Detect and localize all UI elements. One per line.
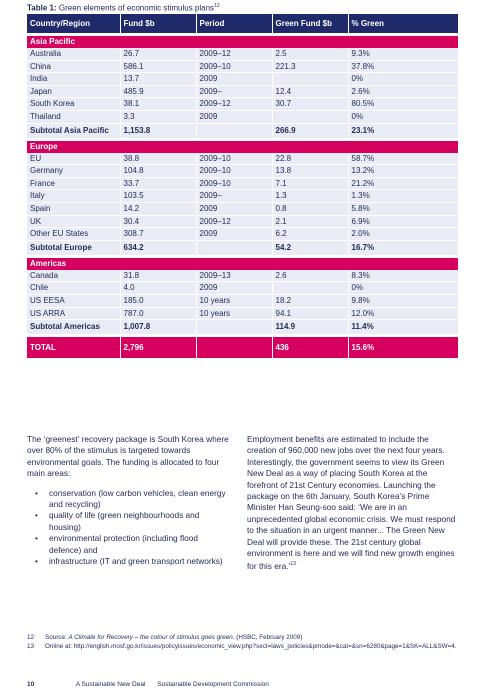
cell-country: Subtotal Europe — [27, 240, 120, 255]
cell-percent-green: 23.1% — [348, 123, 458, 138]
cell-period: 2009–12 — [196, 215, 272, 228]
cell-green-fund: 13.8 — [272, 165, 348, 178]
cell-percent-green: 9.8% — [348, 294, 458, 307]
cell-fund: 3.3 — [120, 110, 196, 123]
footer-org: Sustainable Development Commission — [157, 681, 269, 688]
cell-country: US EESA — [27, 294, 120, 307]
cell-green-fund: 436 — [272, 337, 348, 358]
cell-percent-green: 2.0% — [348, 228, 458, 241]
table-row — [27, 48, 458, 60]
bullet-icon: • — [35, 487, 38, 498]
cell-period: 2009 — [196, 73, 272, 86]
cell-country: India — [27, 73, 120, 86]
cell-fund: 30.4 — [120, 215, 196, 228]
cell-period: 2009–12 — [196, 48, 272, 60]
footer-title: A Sustainable New Deal — [75, 681, 146, 688]
cell-period: 2009–13 — [196, 270, 272, 282]
cell-green-fund: 6.2 — [272, 228, 348, 241]
bullet-icon: • — [35, 510, 38, 521]
bullet-icon: • — [35, 556, 38, 567]
region-header-row — [27, 36, 458, 48]
cell-period: 2009 — [196, 202, 272, 215]
cell-percent-green: 0% — [348, 73, 458, 86]
cell-green-fund: 54.2 — [272, 240, 348, 255]
caption-label: Table 1: — [27, 3, 57, 13]
cell-percent-green: 0% — [348, 282, 458, 295]
cell-country: Other EU States — [27, 228, 120, 241]
region-name: Europe — [27, 141, 458, 153]
table-row — [27, 110, 458, 123]
caption-ref: 12 — [214, 3, 220, 9]
cell-green-fund: 18.2 — [272, 294, 348, 307]
table-row — [27, 190, 458, 203]
cell-green-fund: 266.9 — [272, 123, 348, 138]
cell-green-fund: 7.1 — [272, 177, 348, 190]
cell-green-fund: 2.1 — [272, 215, 348, 228]
cell-percent-green: 13.2% — [348, 165, 458, 178]
table-row — [27, 228, 458, 241]
cell-country: Subtotal Asia Pacific — [27, 123, 120, 138]
region-name: Asia Pacific — [27, 36, 458, 48]
left-intro: The ‘greenest’ recovery package is South Korea where over 80% of the stimulus is targeted towards environmental goals. The funding is allocated to four main areas: — [27, 434, 229, 479]
bullet-icon: • — [35, 533, 38, 544]
cell-percent-green: 12.0% — [348, 307, 458, 320]
footnote-12: 12 Source: A Climate for Recovery – the colour of stimulus goes green. (HSBC, February 2009) — [27, 634, 303, 641]
cell-period: 2009–10 — [196, 153, 272, 165]
cell-period: 2009– — [196, 85, 272, 98]
cell-green-fund: 22.8 — [272, 153, 348, 165]
subtotal-row — [27, 320, 458, 335]
cell-fund: 185.0 — [120, 294, 196, 307]
cell-green-fund — [272, 110, 348, 123]
cell-period: 2009–10 — [196, 165, 272, 178]
cell-country: Thailand — [27, 110, 120, 123]
cell-green-fund: 2.6 — [272, 270, 348, 282]
cell-period — [196, 320, 272, 335]
table-row — [27, 282, 458, 295]
cell-period: 2009–10 — [196, 60, 272, 73]
cell-fund: 634.2 — [120, 240, 196, 255]
right-ref: 13 — [290, 561, 296, 568]
cell-green-fund: 221.3 — [272, 60, 348, 73]
cell-green-fund: 1.3 — [272, 190, 348, 203]
cell-fund: 1,153.8 — [120, 123, 196, 138]
cell-fund: 38.8 — [120, 153, 196, 165]
cell-country: Japan — [27, 85, 120, 98]
cell-country: Australia — [27, 48, 120, 60]
list-item: • infrastructure (IT and green transport networks) — [35, 556, 223, 567]
cell-fund: 485.9 — [120, 85, 196, 98]
region-name: Americas — [27, 258, 458, 270]
header-country: Country/Region — [27, 14, 120, 33]
stimulus-table — [27, 14, 459, 358]
table-row — [27, 73, 458, 86]
table-row — [27, 177, 458, 190]
cell-period: 2009 — [196, 110, 272, 123]
header-fund: Fund $b — [120, 14, 196, 33]
table-row — [27, 165, 458, 178]
table-row — [27, 215, 458, 228]
cell-green-fund — [272, 73, 348, 86]
cell-fund: 13.7 — [120, 73, 196, 86]
cell-period — [196, 337, 272, 358]
allocation-list — [27, 488, 232, 568]
right-column — [247, 434, 459, 573]
cell-period — [196, 123, 272, 138]
cell-country: France — [27, 177, 120, 190]
cell-percent-green: 15.6% — [348, 337, 458, 358]
cell-fund: 104.8 — [120, 165, 196, 178]
cell-period — [196, 240, 272, 255]
list-item: • quality of life (green neighbourhoods and housing) — [35, 510, 200, 532]
table-row — [27, 307, 458, 320]
table-row — [27, 85, 458, 98]
cell-fund: 1,007.8 — [120, 320, 196, 335]
header-percent-green: % Green — [348, 14, 458, 33]
cell-green-fund: 12.4 — [272, 85, 348, 98]
region-header-row — [27, 141, 458, 153]
cell-percent-green: 1.3% — [348, 190, 458, 203]
cell-country: China — [27, 60, 120, 73]
cell-fund: 787.0 — [120, 307, 196, 320]
subtotal-row — [27, 123, 458, 138]
footnotes — [27, 634, 467, 651]
cell-fund: 586.1 — [120, 60, 196, 73]
cell-fund: 38.1 — [120, 98, 196, 111]
cell-period: 10 years — [196, 294, 272, 307]
cell-country: EU — [27, 153, 120, 165]
cell-country: South Korea — [27, 98, 120, 111]
header-period: Period — [196, 14, 272, 33]
cell-fund: 14.2 — [120, 202, 196, 215]
cell-percent-green: 8.3% — [348, 270, 458, 282]
cell-country: Germany — [27, 165, 120, 178]
table-row — [27, 60, 458, 73]
cell-period: 2009 — [196, 228, 272, 241]
cell-country: US ARRA — [27, 307, 120, 320]
region-header-row — [27, 258, 458, 270]
page-footer — [27, 681, 269, 688]
caption-text: Green elements of economic stimulus plans — [58, 3, 215, 13]
cell-fund: 2,796 — [120, 337, 196, 358]
left-column — [27, 434, 232, 567]
cell-percent-green: 0% — [348, 110, 458, 123]
cell-green-fund: 2.5 — [272, 48, 348, 60]
cell-fund: 33.7 — [120, 177, 196, 190]
cell-fund: 31.8 — [120, 270, 196, 282]
cell-period: 10 years — [196, 307, 272, 320]
header-green-fund: Green Fund $b — [272, 14, 348, 33]
cell-country: Canada — [27, 270, 120, 282]
cell-green-fund: 0.8 — [272, 202, 348, 215]
cell-fund: 26.7 — [120, 48, 196, 60]
cell-country: Chile — [27, 282, 120, 295]
cell-percent-green: 21.2% — [348, 177, 458, 190]
cell-fund: 308.7 — [120, 228, 196, 241]
cell-percent-green: 6.9% — [348, 215, 458, 228]
list-item: • conservation (low carbon vehicles, clean energy and recycling) — [35, 487, 226, 510]
table-caption — [27, 3, 220, 13]
list-item: • environmental protection (including flood defence) and — [35, 533, 198, 555]
cell-percent-green: 9.3% — [348, 48, 458, 60]
table-row — [27, 98, 458, 111]
cell-country: UK — [27, 215, 120, 228]
cell-green-fund: 114.9 — [272, 320, 348, 335]
cell-period: 2009– — [196, 190, 272, 203]
footnote-13: 13 Online at: http://english.mosf.go.kr/issues/policyissues/economic_view.php?sect=laws_policies&pmode=&cat=&sn=6280&page=1&SK=ALL&SW=4. — [27, 642, 457, 650]
page-number: 10 — [27, 681, 35, 688]
table-header-row — [27, 14, 458, 33]
cell-percent-green: 2.6% — [348, 85, 458, 98]
cell-percent-green: 58.7% — [348, 153, 458, 165]
cell-country: Spain — [27, 202, 120, 215]
cell-percent-green: 16.7% — [348, 240, 458, 255]
cell-percent-green: 80.5% — [348, 98, 458, 111]
cell-green-fund: 94.1 — [272, 307, 348, 320]
cell-country: Italy — [27, 190, 120, 203]
cell-green-fund — [272, 282, 348, 295]
table-row — [27, 270, 458, 282]
cell-fund: 4.0 — [120, 282, 196, 295]
table-row — [27, 294, 458, 307]
right-paragraph: Employment benefits are estimated to include the creation of 960,000 new jobs over the next four years. Interestingly, the government seems to view its Green New Deal as a way of placing South Korea at the forefront of 21st Century economies. Launching the package on the 6th January, South Korea’s Prime Minister Han Seung-soo said: ‘We are in an unprecedented global economic crisis. We must respond to the situation in an urgent manner... The Green New Deal will provide these. The 21st century global environment is here and we will find new growth engines for this era.’$^{13}$ — [247, 434, 456, 572]
cell-green-fund: 30.7 — [272, 98, 348, 111]
cell-period: 2009 — [196, 282, 272, 295]
subtotal-row — [27, 240, 458, 255]
cell-percent-green: 5.8% — [348, 202, 458, 215]
cell-percent-green: 37.8% — [348, 60, 458, 73]
cell-period: 2009–12 — [196, 98, 272, 111]
cell-fund: 103.5 — [120, 190, 196, 203]
cell-country: TOTAL — [27, 337, 120, 358]
cell-percent-green: 11.4% — [348, 320, 458, 335]
table-row — [27, 153, 458, 165]
total-row — [27, 337, 458, 358]
table-row — [27, 202, 458, 215]
cell-country: Subtotal Americas — [27, 320, 120, 335]
cell-period: 2009–10 — [196, 177, 272, 190]
